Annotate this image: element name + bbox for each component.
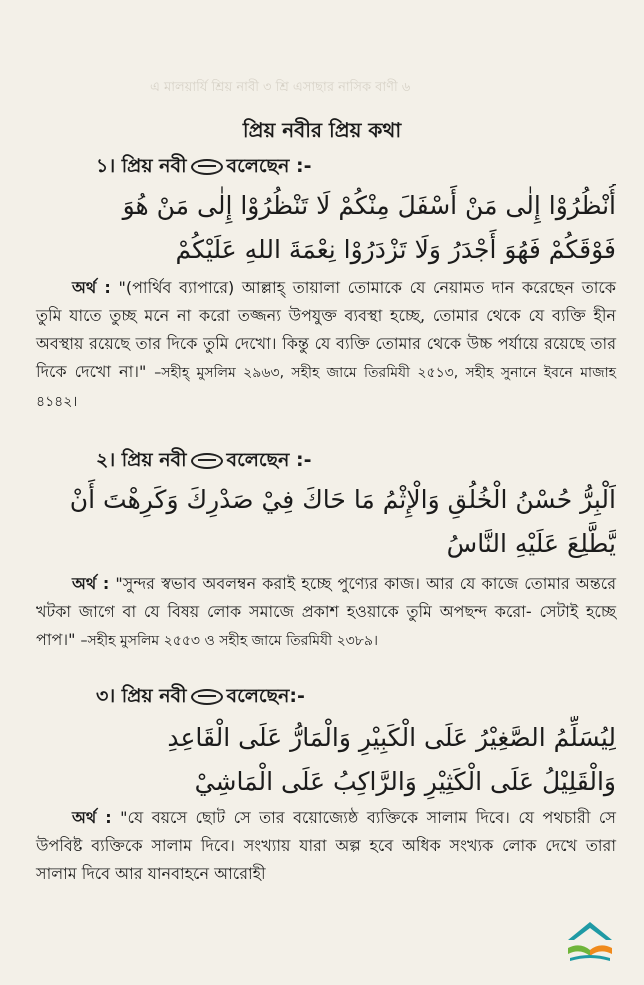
hadith-2-meaning-text: "সুন্দর স্বভাব অবলম্বন করাই হচ্ছে পুণ্যের কাজ। আর যে কাজে তোমার অন্তরে খটকা জাগে বা যে বিষয় লোক সমাজে প্রকাশ হওয়াকে তুমি অপছন্দ করো- সেটাই হচ্ছে পাপ।" xyxy=(36,574,616,649)
meaning-label: অর্থ : xyxy=(72,574,110,593)
hadith-2-meaning xyxy=(36,570,616,655)
logo-base xyxy=(570,955,610,961)
hadith-3-meaning-text: "যে বয়সে ছোট সে তার বয়োজ্যেষ্ঠ ব্যক্তিকে সালাম দিবে। যে পথচারী সে উপবিষ্ট ব্যক্তিকে সালাম দিবে। সংখ্যায় যারা অল্প হবে অধিক সংখ্যক লোক দেখে তারা সালাম দিবে আর যানবাহনে আরোহী xyxy=(36,808,616,883)
meaning-label: অর্থ : xyxy=(72,808,112,827)
hadith-2-reference: –সহীহ মুসলিম ২৫৫৩ ও সহীহ জামে তিরমিযী ২৩৮৯। xyxy=(80,633,378,649)
hadith-1-meaning-text: "(পার্থিব ব্যাপারে) আল্লাহ্ তায়ালা তোমাকে যে নেয়ামত দান করেছেন তাকে তুমি যাতে তুচ্ছ মনে না করো তজ্জন্য উপযুক্ত ব্যবস্থা হচ্ছে, তোমার থেকে যে ব্যক্তি হীন অবস্থায় রয়েছে তার দিকে তুমি দেখো। কিন্তু যে ব্যক্তি তোমার থেকে উচ্চ পর্যায়ে রয়েছে তার দিকে দেখো না।" xyxy=(36,278,616,381)
hadith-3-arabic-line-1: لِيُسَلِّمُ الصَّغِيْرُ عَلَى الْكَبِيْرِ وَالْمَارُّ عَلَى الْقَاعِدِ xyxy=(167,723,616,752)
hadith-3-heading-suffix: বলেছেন:- xyxy=(226,685,305,707)
hadith-3-number-label: ৩। প্রিয় নবী xyxy=(96,685,187,707)
salawat-icon xyxy=(191,453,223,469)
salawat-icon xyxy=(191,159,223,175)
hadith-2-heading-suffix: বলেছেন :- xyxy=(226,449,312,471)
page-title: প্রিয় নবীর প্রিয় কথা xyxy=(242,118,402,142)
hadith-2-arabic-line-1: اَلْبِرُّ حُسْنُ الْخُلُقِ وَالْإِثْمُ مَا حَاكَ فِيْ صَدْرِكَ وَكَرِهْتَ أَنْ xyxy=(69,485,616,514)
hadith-2-arabic-line-2: يَّطَّلِعَ عَلَيْهِ النَّاسُ xyxy=(446,529,616,558)
hadith-1-arabic-line-2: فَوْقَكُمْ فَهُوَ أَجْدَرُ وَلَا تَزْدَرُوْا نِعْمَةَ اللهِ عَلَيْكُمْ xyxy=(175,235,616,264)
hadith-3-meaning xyxy=(36,804,616,888)
hadith-1-number-label: ১। প্রিয় নবী xyxy=(96,155,187,177)
hadith-3-heading xyxy=(96,682,305,714)
salawat-icon xyxy=(191,689,223,705)
logo-roof xyxy=(568,922,612,940)
bleed-through-header: এ মালয়ার্যি শ্রিয় নাবী ৩ শ্রি এসাছার নাসিক বাণী ৬ xyxy=(150,80,411,95)
hadith-3-arabic-line-2: وَالْقَلِيْلُ عَلَى الْكَثِيْرِ وَالرَّاكِبُ عَلَى الْمَاشِيْ xyxy=(194,767,616,796)
hadith-2-number-label: ২। প্রিয় নবী xyxy=(96,449,187,471)
logo-book-right xyxy=(590,945,612,956)
hadith-2-heading xyxy=(96,446,312,478)
hadith-1-arabic-line-1: أُنْظُرُوْا إِلٰى مَنْ أَسْفَلَ مِنْكُمْ لَا تَنْظُرُوْا إِلٰى مَنْ هُوَ xyxy=(122,191,616,220)
hadith-1-meaning xyxy=(36,274,616,416)
meaning-label: অর্থ : xyxy=(72,278,111,297)
hadith-1-heading-suffix: বলেছেন :- xyxy=(226,155,312,177)
hadith-1-reference: –সহীহ্ মুসলিম ২৯৬৩, সহীহ জামে তিরমিযী ২৫১৩, সহীহ সুনানে ইবনে মাজাহ ৪১৪২। xyxy=(36,365,617,410)
hadith-1-heading xyxy=(96,152,311,184)
publisher-logo-icon xyxy=(560,918,620,966)
logo-book-left xyxy=(568,945,590,956)
